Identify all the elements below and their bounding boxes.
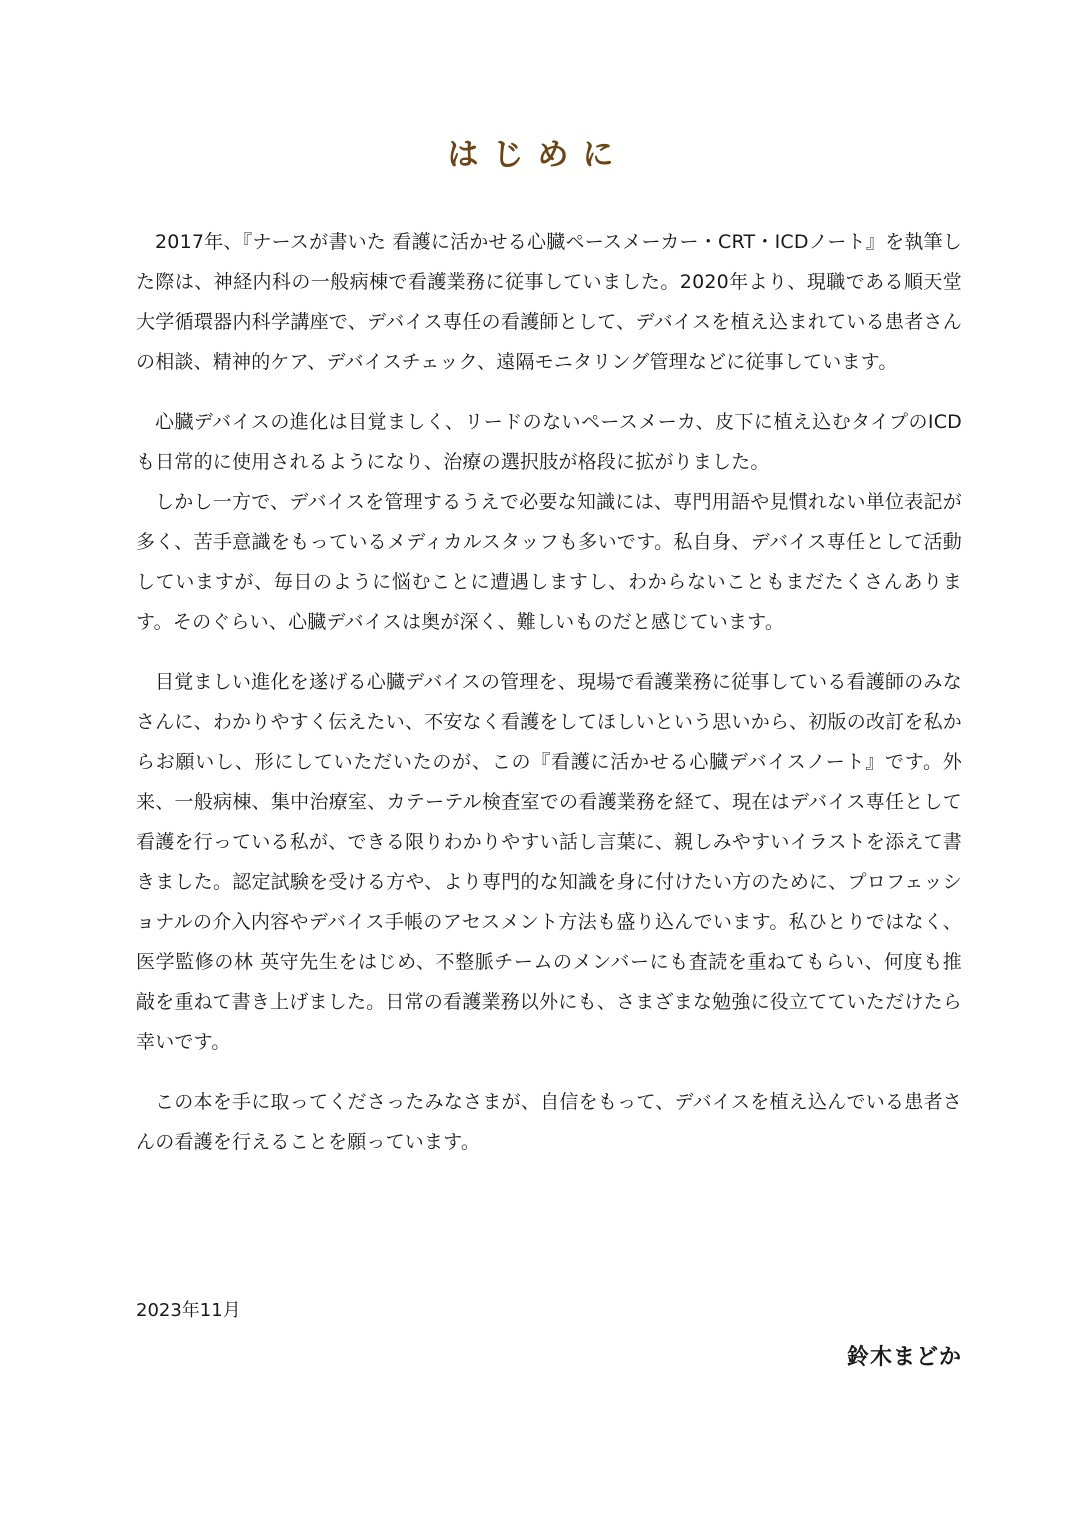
paragraph-4: 目覚ましい進化を遂げる心臓デバイスの管理を、現場で看護業務に従事している看護師のみなさんに、わかりやすく伝えたい、不安なく看護をしてほしいという思いから、初版の改訂を私からお願いし、形にしていただいたのが、この『看護に活かせる心臓デバイスノート』です。外来、一般病棟、集中治療室、カテーテル検査室での看護業務を経て、現在はデバイス専任として看護を行っている私が、できる限りわかりやすい話し言葉に、親しみやすいイラストを添えて書きました。認定試験を受ける方や、より専門的な知識を身に付けたい方のために、プロフェッショナルの介入内容やデバイス手帳のアセスメント方法も盛り込んでいます。私ひとりではなく、医学監修の林 英守先生をはじめ、不整脈チームのメンバーにも査読を重ねてもらい、何度も推敲を重ねて書き上げました。日常の看護業務以外にも、さまざまな勉強に役立てていただけたら幸いです。 — [136, 671, 962, 1053]
paragraph-gap — [136, 382, 962, 402]
paragraph-2: 心臓デバイスの進化は目覚ましく、リードのないペースメーカ、皮下に植え込むタイプのICDも日常的に使用されるようになり、治療の選択肢が格段に拡がりました。 — [136, 411, 962, 473]
paragraph-gap — [136, 642, 962, 662]
preface-body — [136, 222, 962, 1162]
preface-date: 2023年11月 — [136, 1300, 241, 1321]
paragraph-3: しかし一方で、デバイスを管理するうえで必要な知識には、専門用語や見慣れない単位表記が多く、苦手意識をもっているメディカルスタッフも多いです。私自身、デバイス専任として活動していますが、毎日のように悩むことに遭遇しますし、わからないこともまだたくさんあります。そのぐらい、心臓デバイスは奥が深く、難しいものだと感じています。 — [136, 491, 962, 633]
paragraph-5: この本を手に取ってくださったみなさまが、自信をもって、デバイスを植え込んでいる患者さんの看護を行えることを願っています。 — [136, 1091, 962, 1153]
page-title: はじめに — [447, 137, 628, 173]
author-name: 鈴木まどか — [846, 1345, 962, 1370]
paragraph-gap — [136, 1062, 962, 1082]
paragraph-1: 2017年、『ナースが書いた 看護に活かせる心臓ペースメーカー・CRT・ICDノート』を執筆した際は、神経内科の一般病棟で看護業務に従事していました。2020年より、現職である順天堂大学循環器内科学講座で、デバイス専任の看護師として、デバイスを植え込まれている患者さんの相談、精神的ケア、デバイスチェック、遠隔モニタリング管理などに従事しています。 — [136, 231, 962, 373]
